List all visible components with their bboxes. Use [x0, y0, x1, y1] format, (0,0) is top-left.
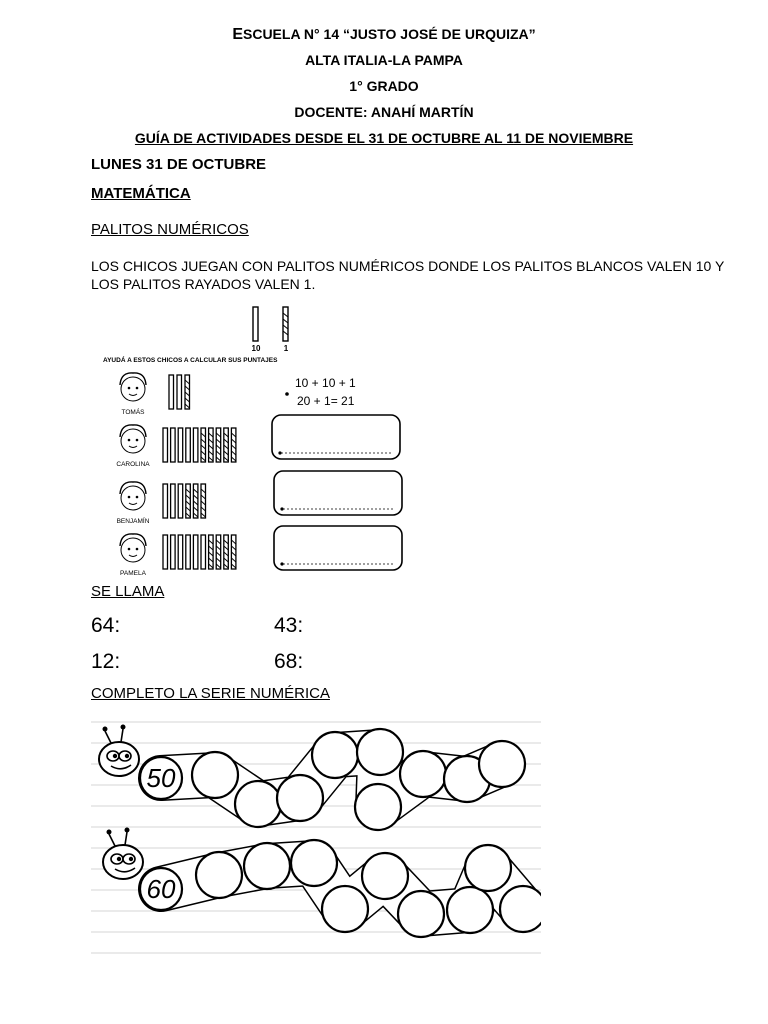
number-item: 64:	[91, 614, 121, 637]
legend-ten-stick	[253, 307, 258, 341]
kid-face-icon	[120, 425, 146, 453]
blank-circle[interactable]	[291, 840, 337, 886]
subject-heading: MATEMÁTICA	[91, 185, 191, 202]
one-stick	[216, 428, 221, 462]
school-name-initial: E	[232, 26, 243, 43]
grade-label: 1° GRADO	[349, 78, 419, 94]
blank-circle[interactable]	[235, 781, 281, 827]
answer-box[interactable]	[274, 526, 402, 570]
ten-stick	[178, 535, 183, 569]
number-item: 43:	[274, 614, 304, 637]
number-item: 68:	[274, 650, 304, 673]
school-location: ALTA ITALIA-LA PAMPA	[305, 52, 463, 68]
blank-circle[interactable]	[479, 741, 525, 787]
ten-stick	[169, 375, 174, 409]
legend-one-label: 1	[283, 344, 289, 353]
blank-circle[interactable]	[400, 751, 446, 797]
one-stick	[209, 428, 214, 462]
legend-one-stick	[283, 307, 288, 341]
ten-stick	[171, 535, 176, 569]
ten-stick	[163, 484, 168, 518]
ten-stick	[201, 535, 206, 569]
palitos-svg	[91, 303, 422, 578]
blank-circle[interactable]	[465, 845, 511, 891]
kid-face-icon	[120, 482, 146, 510]
example-line-2: 20 + 1= 21	[297, 394, 355, 408]
ten-stick	[163, 535, 168, 569]
day-heading: LUNES 31 DE OCTUBRE	[91, 156, 267, 173]
activity2-title: SE LLAMA	[91, 583, 165, 600]
answer-box[interactable]	[272, 415, 400, 459]
teacher-label: DOCENTE: ANAHÍ MARTÍN	[294, 104, 474, 120]
ten-stick	[177, 375, 182, 409]
one-stick	[193, 484, 198, 518]
activity1-instructions: LOS CHICOS JUEGAN CON PALITOS NUMÉRICOS DONDE LOS PALITOS BLANCOS VALEN 10 Y LOS PALITOS RAYADOS VALEN 1.	[91, 258, 725, 292]
one-stick	[216, 535, 221, 569]
blank-circle[interactable]	[322, 886, 368, 932]
ten-stick	[186, 428, 191, 462]
kid-name: PAMELA	[120, 570, 146, 577]
example-line-1: 10 + 10 + 1	[295, 376, 356, 390]
ten-stick	[186, 535, 191, 569]
kid-face-icon	[120, 373, 146, 401]
blank-circle[interactable]	[500, 886, 541, 932]
school-name	[0, 26, 768, 44]
one-stick	[224, 535, 229, 569]
school-name-rest: SCUELA N° 14 “JUSTO JOSÉ DE URQUIZA”	[243, 26, 536, 42]
answer-box[interactable]	[274, 471, 402, 515]
blank-circle[interactable]	[362, 853, 408, 899]
ten-stick	[171, 428, 176, 462]
blank-circle[interactable]	[398, 891, 444, 937]
one-stick	[201, 484, 206, 518]
kid-face-icon	[120, 534, 146, 562]
kid-row	[120, 373, 190, 416]
one-stick	[231, 428, 236, 462]
guide-title: GUÍA DE ACTIVIDADES DESDE EL 31 DE OCTUBRE AL 11 DE NOVIEMBRE	[134, 130, 634, 146]
blank-circle[interactable]	[447, 887, 493, 933]
one-stick	[224, 428, 229, 462]
ten-stick	[193, 535, 198, 569]
one-stick	[201, 428, 206, 462]
kid-name: CAROLINA	[116, 461, 150, 468]
blank-circle[interactable]	[312, 732, 358, 778]
activity1-title: PALITOS NUMÉRICOS	[91, 221, 249, 238]
blank-circle[interactable]	[196, 852, 242, 898]
ten-stick	[178, 484, 183, 518]
ten-stick	[178, 428, 183, 462]
caterpillar-svg	[91, 712, 541, 958]
palitos-figure	[91, 303, 422, 578]
blank-circle[interactable]	[277, 775, 323, 821]
kid-row	[120, 534, 236, 577]
caterpillar	[99, 725, 525, 831]
kid-row	[117, 482, 206, 525]
kid-name: BENJAMÍN	[116, 518, 150, 525]
one-stick	[185, 375, 190, 409]
number-item: 12:	[91, 650, 121, 673]
caterpillar-head-icon	[103, 828, 143, 880]
one-stick	[231, 535, 236, 569]
ten-stick	[163, 428, 168, 462]
kids-layer	[116, 373, 236, 577]
ten-stick	[193, 428, 198, 462]
start-number: 60	[146, 874, 176, 904]
legend-ten-label: 10	[251, 344, 261, 353]
blank-circle[interactable]	[192, 752, 238, 798]
caterpillar-head-icon	[99, 725, 139, 777]
activity3-title: COMPLETO LA SERIE NUMÉRICA	[91, 685, 330, 702]
kid-name: TOMÁS	[121, 409, 145, 416]
ten-stick	[171, 484, 176, 518]
kid-row	[116, 425, 236, 468]
caterpillar	[103, 828, 541, 938]
start-number: 50	[146, 763, 176, 793]
blank-circle[interactable]	[244, 843, 290, 889]
one-stick	[209, 535, 214, 569]
example-bullet	[285, 392, 289, 396]
caterpillar-figure	[91, 712, 541, 958]
one-stick	[186, 484, 191, 518]
blank-circle[interactable]	[355, 784, 401, 830]
caterpillar-layer	[99, 725, 541, 938]
blank-circle[interactable]	[357, 729, 403, 775]
figure-prompt: AYUDÁ A ESTOS CHICOS A CALCULAR SUS PUNTAJES	[103, 357, 278, 364]
